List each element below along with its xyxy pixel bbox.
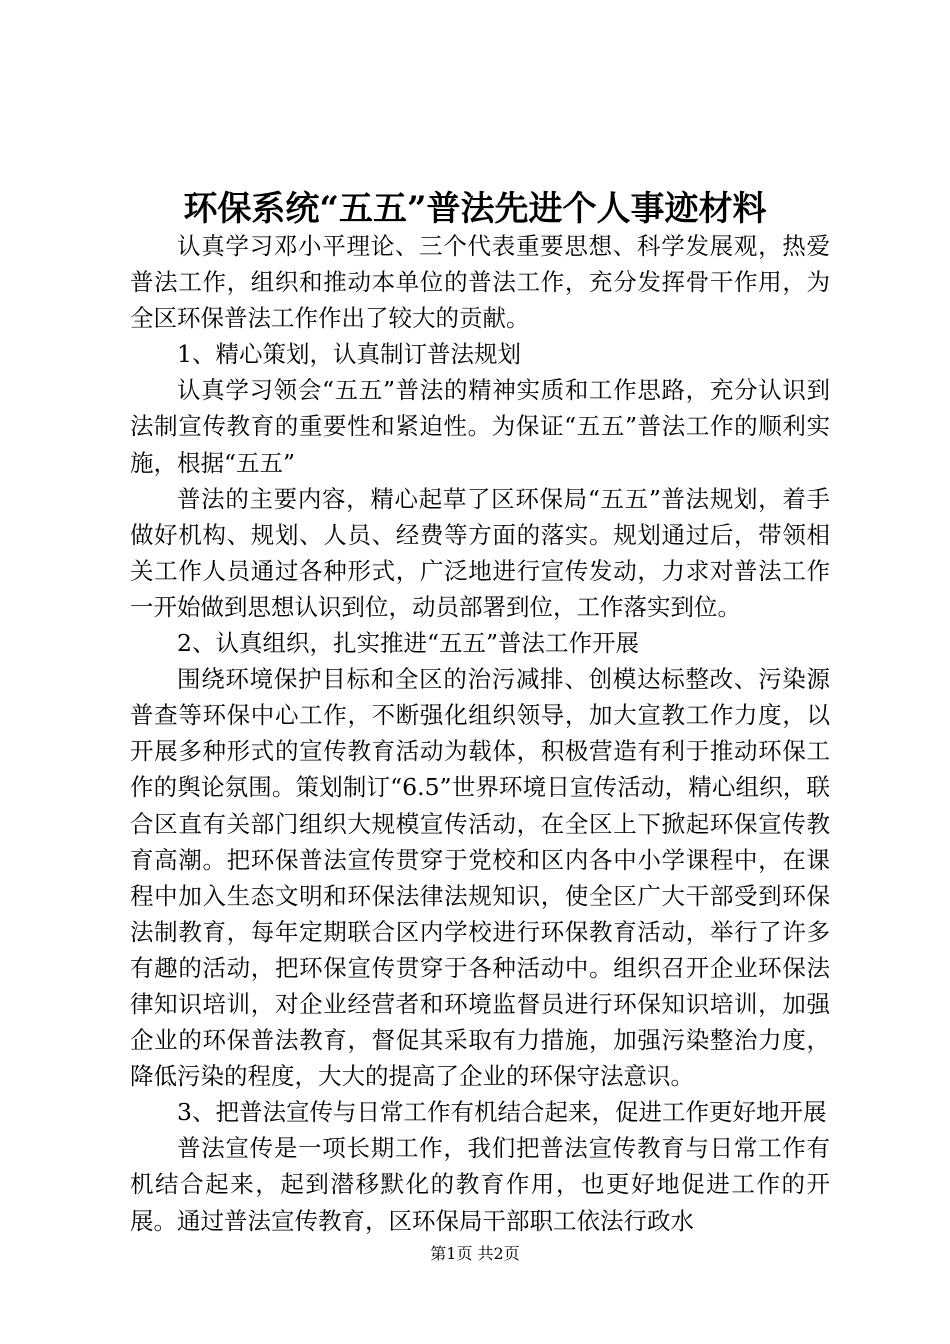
page-footer: 第1页 共2页 bbox=[430, 1244, 520, 1263]
body-paragraph-intro: 认真学习邓小平理论、三个代表重要思想、科学发展观，热爱普法工作，组织和推动本单位的普法工作，充分发挥骨干作用，为全区环保普法工作作出了较大的贡献。 bbox=[130, 232, 830, 333]
document-title: 环保系统“五五”普法先进个人事迹材料 bbox=[183, 189, 767, 229]
section-heading-1: 1、精心策划，认真制订普法规划 bbox=[177, 340, 521, 369]
document-body bbox=[130, 228, 830, 1239]
body-paragraph-planning: 认真学习领会“五五”普法的精神实质和工作思路，充分认识到法制宣传教育的重要性和紧迫性。为保证“五五”普法工作的顺利实施，根据“五五” bbox=[130, 376, 830, 477]
body-paragraph-daily-work: 普法宣传是一项长期工作，我们把普法宣传教育与日常工作有机结合起来，起到潜移默化的教育作用，也更好地促进工作的开展。通过普法宣传教育，区环保局干部职工依法行政水 bbox=[130, 1134, 830, 1235]
body-paragraph-organization: 围绕环境保护目标和全区的治污减排、创模达标整改、污染源普查等环保中心工作，不断强化组织领导，加大宣教工作力度，以开展多种形式的宣传教育活动为载体，积极营造有利于推动环保工作的舆论氛围。策划制订“6.5”世界环境日宣传活动，精心组织，联合区直有关部门组织大规模宣传活动，在全区上下掀起环保宣传教育高潮。把环保普法宣传贯穿于党校和区内各中小学课程中，在课程中加入生态文明和环保法律法规知识，使全区广大干部受到环保法制教育，每年定期联合区内学校进行环保教育活动，举行了许多有趣的活动，把环保宣传贯穿于各种活动中。组织召开企业环保法律知识培训，对企业经营者和环境监督员进行环保知识培训，加强企业的环保普法教育，督促其采取有力措施，加强污染整治力度，降低污染的程度，大大的提高了企业的环保守法意识。 bbox=[130, 665, 830, 1091]
section-heading-3: 3、把普法宣传与日常工作有机结合起来，促进工作更好地开展 bbox=[177, 1098, 827, 1127]
section-heading-2: 2、认真组织，扎实推进“五五”普法工作开展 bbox=[177, 629, 639, 658]
body-paragraph-planning-continued: 普法的主要内容，精心起草了区环保局“五五”普法规划，着手做好机构、规划、人员、经费等方面的落实。规划通过后，带领相关工作人员通过各种形式，广泛地进行宣传发动，力求对普法工作一开始做到思想认识到位，动员部署到位，工作落实到位。 bbox=[130, 484, 830, 621]
